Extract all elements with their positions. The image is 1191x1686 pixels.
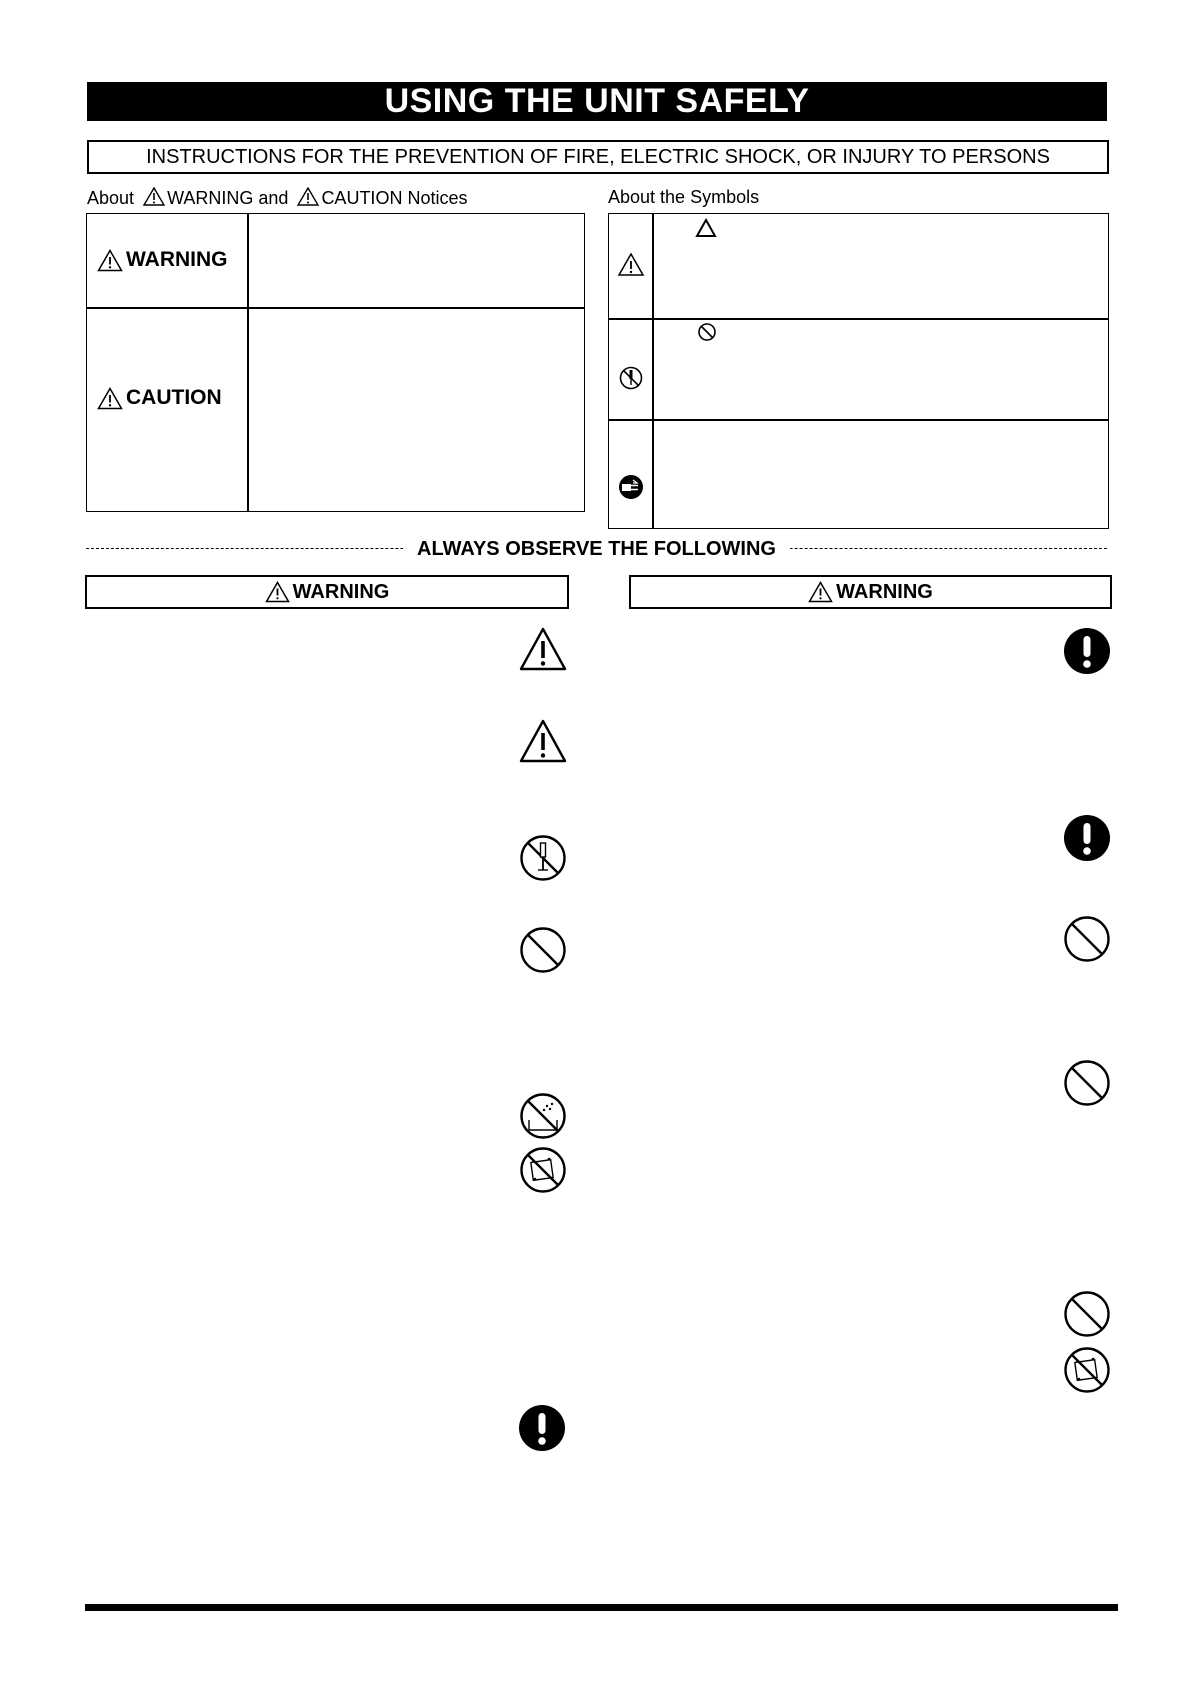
notices-heading-warning: WARNING and [167,188,289,208]
warning-triangle-icon [97,249,123,272]
right-warning-header [629,575,1112,609]
do-not-disassemble-icon [519,834,567,882]
warning-triangle-icon [97,387,123,410]
mandatory-icon [1063,627,1111,675]
subtitle-box [87,140,1109,174]
table-divider [652,214,654,528]
triangle-symbol-icon [695,218,717,238]
warning-label: WARNING [126,248,228,271]
mandatory-icon [518,1404,566,1452]
table-divider [609,318,1108,320]
left-warning-header [85,575,569,609]
warning-triangle-icon [265,581,290,603]
right-warning-label: WARNING [836,580,933,603]
no-children-icon [1063,1346,1111,1394]
caution-label-cell [97,386,222,410]
warning-triangle-icon [143,187,165,206]
prohibited-symbol-icon [697,322,717,342]
no-children-icon [519,1146,567,1194]
left-warning-label: WARNING [292,580,390,603]
symbols-heading: About the Symbols [608,187,760,207]
bottom-rule [85,1604,1118,1611]
notices-heading-prefix: About [87,188,135,208]
no-water-icon [519,1092,567,1140]
prohibited-icon [519,926,567,974]
page-title: USING THE UNIT SAFELY [384,82,810,120]
observe-divider [86,537,1107,561]
table-divider [87,307,584,309]
warning-triangle-icon [808,581,833,603]
page-subtitle: INSTRUCTIONS FOR THE PREVENTION OF FIRE, ELECTRIC SHOCK, OR INJURY TO PERSONS [146,146,1050,168]
warning-triangle-icon [518,718,568,764]
notices-heading [87,187,467,209]
warning-triangle-icon [518,626,568,672]
notices-table [86,213,585,512]
unplug-icon [618,474,644,500]
notices-heading-caution: CAUTION Notices [321,188,468,208]
mandatory-icon [1063,814,1111,862]
symbols-table [608,213,1109,529]
observe-heading [86,537,1107,561]
warning-triangle-icon [617,252,645,277]
table-divider [609,419,1108,421]
do-not-disassemble-icon [619,366,643,390]
prohibited-icon [1063,1290,1111,1338]
prohibited-icon [1063,915,1111,963]
table-divider [247,214,249,511]
warning-label-cell [97,248,228,272]
warning-triangle-icon [297,187,319,206]
caution-label: CAUTION [126,386,222,409]
prohibited-icon [1063,1059,1111,1107]
observe-label: ALWAYS OBSERVE THE FOLLOWING [403,538,790,560]
title-banner [87,82,1107,121]
